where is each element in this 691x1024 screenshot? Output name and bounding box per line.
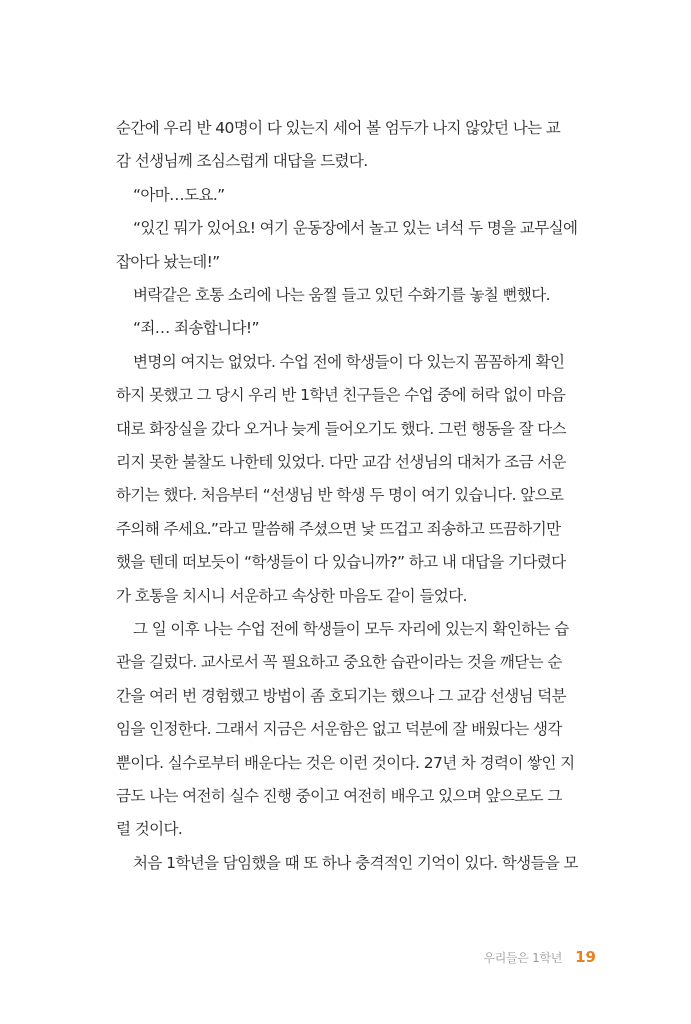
text-line: 순간에 우리 반 40명이 다 있는지 세어 볼 엄두가 나지 않았던 나는 교 (116, 119, 561, 137)
page-number: 19 (575, 948, 596, 966)
text-line: 처음 1학년을 담임했을 때 또 하나 충격적인 기억이 있다. 학생들을 모 (133, 853, 578, 872)
text-line: 하지 못했고 그 당시 우리 반 1학년 친구들은 수업 중에 허락 없이 마음 (116, 386, 566, 405)
text-line: 관을 길렀다. 교사로서 꼭 필요하고 중요한 습관이라는 것을 깨닫는 순 (116, 653, 562, 672)
text-line: “아마…도요.” (133, 185, 225, 204)
text-line: 벼락같은 호통 소리에 나는 움찔 들고 있던 수화기를 놓칠 뻔했다. (133, 286, 550, 304)
running-title: 우리들은 1학년 (483, 951, 563, 965)
text-line: 임을 인정한다. 그래서 지금은 서운함은 없고 덕분에 잘 배웠다는 생각 (116, 720, 562, 739)
text-line: 하기는 했다. 처음부터 “선생님 반 학생 두 명이 여기 있습니다. 앞으로 (116, 486, 564, 505)
text-line: 잡아다 놨는데!” (116, 252, 220, 271)
text-line: 변명의 여지는 없었다. 수업 전에 학생들이 다 있는지 꼼꼼하게 확인 (133, 352, 565, 371)
text-line: “있긴 뭐가 있어요! 여기 운동장에서 놀고 있는 녀석 두 명을 교무실에 (133, 219, 578, 238)
text-line: 주의해 주세요.”라고 말씀해 주셨으면 낯 뜨겁고 죄송하고 뜨끔하기만 (116, 519, 561, 538)
text-line: 대로 화장실을 갔다 오거나 늦게 들어오기도 했다. 그런 행동을 잘 다스 (116, 419, 567, 438)
text-line: 리지 못한 불찰도 나한테 있었다. 다만 교감 선생님의 대처가 조금 서운 (116, 453, 567, 471)
page-footer (483, 947, 596, 967)
text-line: 감 선생님께 조심스럽게 대답을 드렸다. (116, 152, 368, 171)
text-line: 뿐이다. 실수로부터 배운다는 것은 이런 것이다. 27년 차 경력이 쌓인 지 (116, 753, 575, 772)
text-line: 금도 나는 여전히 실수 진행 중이고 여전히 배우고 있으며 앞으로도 그 (116, 787, 562, 805)
text-line: 가 호통을 치시니 서운하고 속상한 마음도 같이 들었다. (116, 586, 467, 605)
text-line: “죄… 죄송합니다!” (133, 319, 259, 338)
text-line: 그 일 이후 나는 수업 전에 학생들이 모두 자리에 있는지 확인하는 습 (133, 620, 569, 638)
text-line: 했을 텐데 떠보듯이 “학생들이 다 있습니까?” 하고 내 대답을 기다렸다 (116, 553, 566, 572)
text-line: 럴 것이다. (116, 820, 183, 839)
text-line: 간을 여러 번 경험했고 방법이 좀 호되기는 했으나 그 교감 선생님 덕분 (116, 686, 567, 705)
